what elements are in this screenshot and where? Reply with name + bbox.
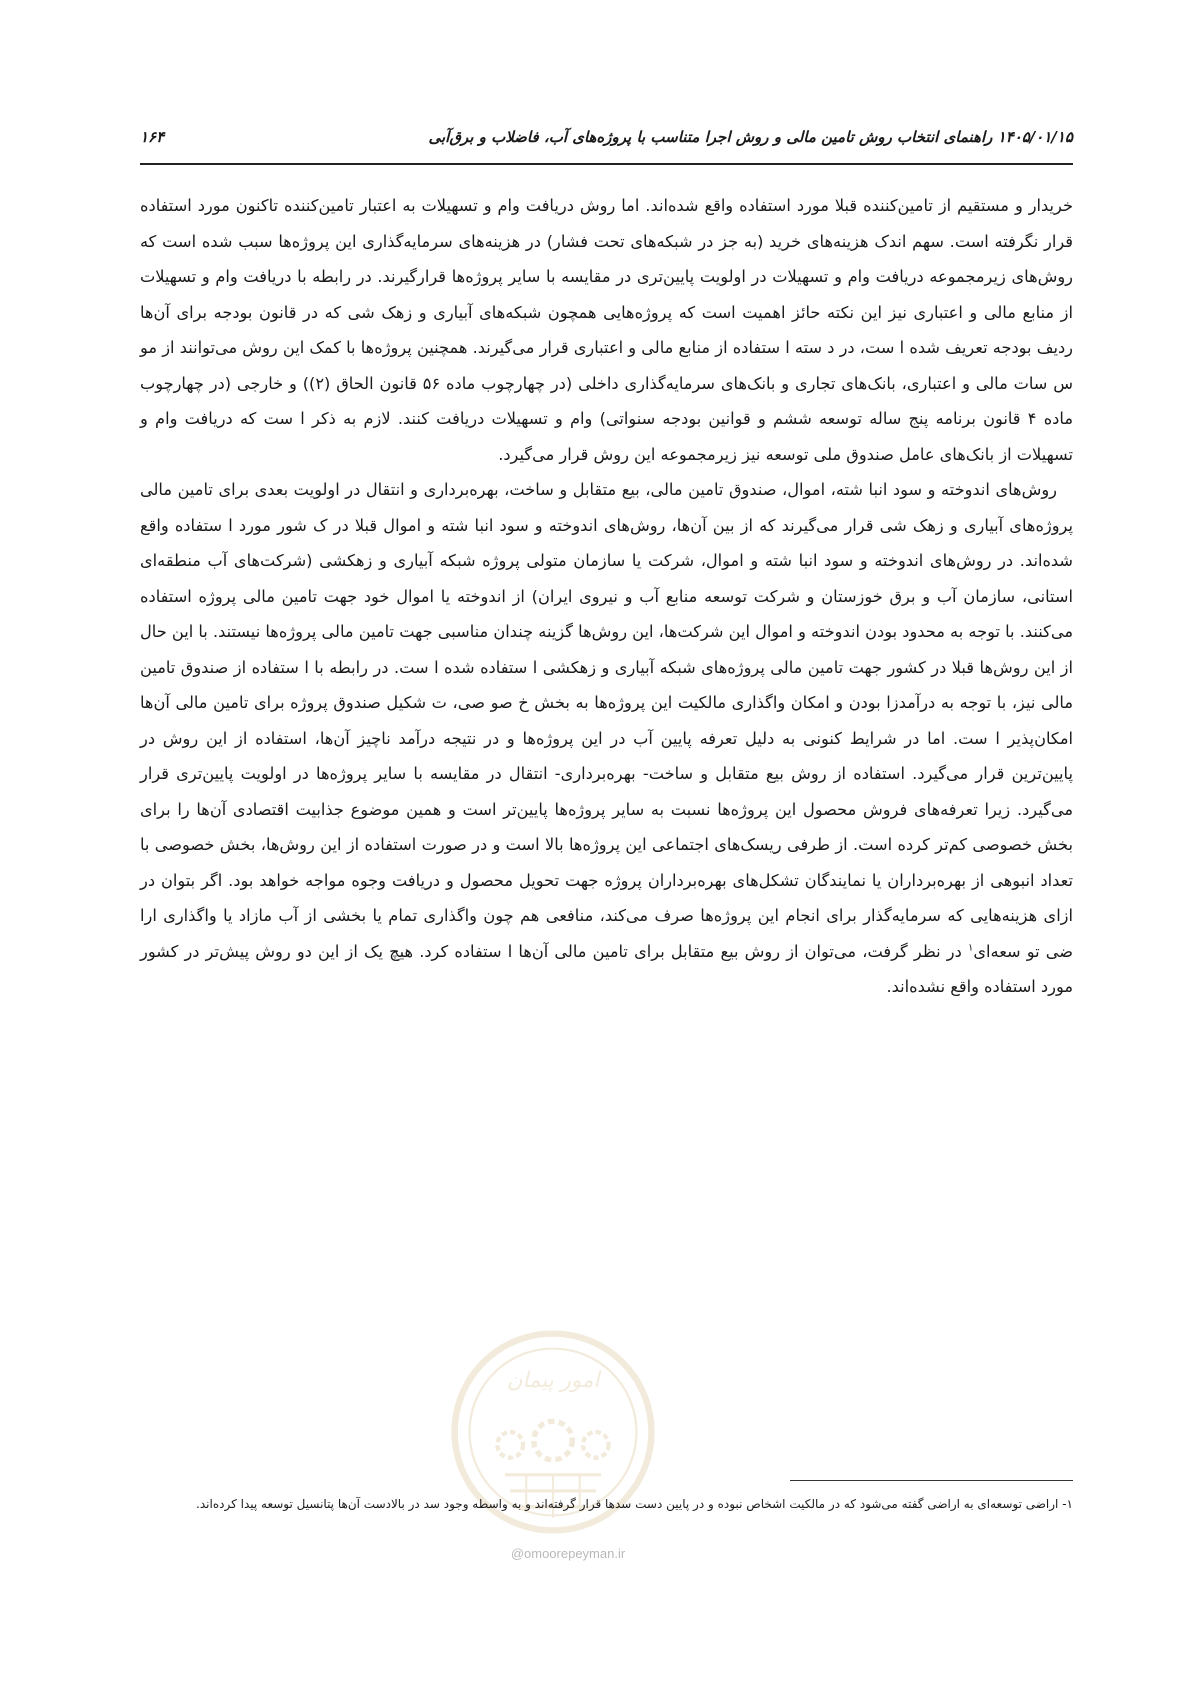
- header-rule: [140, 163, 1073, 165]
- paragraph-2: [140, 472, 1073, 1005]
- paragraph-2-part-2: در نظر گرفت، می‌توان از روش بیع متقابل برای تامین مالی آن‌ها ا ستفاده کرد. هیچ یک از این دو روش پیش‌تر در کشور مورد استفاده واقع نشده‌اند.: [140, 941, 1073, 996]
- footnote: ۱- اراضی توسعه‌ای به اراضی گفته می‌شود که در مالکیت اشخاص نبوده و در پایین دست سدها قرار گرفته‌اند و به واسطه وجود سد در بالادست آن‌ها پتانسیل توسعه پیدا کرده‌اند.: [196, 1497, 1073, 1511]
- watermark-logo-text: امور پیمان: [506, 1368, 600, 1394]
- page-header: [140, 128, 1073, 158]
- footnote-rule: [790, 1480, 1073, 1481]
- running-title: ۱۴۰۵/۰۱/۱۵ راهنمای انتخاب روش تامین مالی و روش اجرا متناسب با پروژه‌های آب، فاضلاب و برق‌آبی: [428, 128, 1073, 146]
- footnote-reference: ۱: [967, 942, 974, 954]
- paragraph-2-part-1: روش‌های اندوخته و سود انبا شته، اموال، صندوق تامین مالی، بیع متقابل و ساخت، بهره‌برداری و انتقال در اولویت بعدی برای تامین مالی پروژه‌های آبیاری و زهک شی قرار می‌گیرند که از بین آن‌ها، روش‌های اندوخته و سود انبا شته و اموال قبلا در ک شور مورد ا ستفاده واقع شده‌اند. در روش‌های اندوخته و سود انبا شته و اموال، شرکت یا سازمان متولی پروژه شبکه آبیاری و زهکشی (شرکت‌های آب منطقه‌ای استانی، سازمان آب و برق خوزستان و شرکت توسعه منابع آب و نیروی ایران) از اندوخته یا اموال خود جهت تامین مالی پروژه استفاده می‌کنند. با توجه به محدود بودن اندوخته و اموال این شرکت‌ها، این روش‌ها گزینه چندان مناسبی جهت تامین مالی پروژه‌ها نیستند. با این حال از این روش‌ها قبلا در کشور جهت تامین مالی پروژه‌های شبکه آبیاری و زهکشی ا ستفاده شده ا ست. در رابطه با ا ستفاده از صندوق تامین مالی نیز، با توجه به درآمدزا بودن و امکان واگذاری مالکیت این پروژه‌ها به بخش خ صو صی، ت شکیل صندوق پروژه برای تامین مالی آن‌ها امکان‌پذیر ا ست. اما در شرایط کنونی به دلیل تعرفه پایین آب در این پروژه‌ها و در نتیجه درآمد ناچیز آن‌ها، استفاده از این روش در پایین‌ترین قرار می‌گیرد. استفاده از روش بیع متقابل و ساخت- بهره‌برداری- انتقال در مقایسه با سایر پروژه‌ها در اولویت پایین‌تری قرار می‌گیرد. زیرا تعرفه‌های فروش محصول این پروژه‌ها نسبت به سایر پروژه‌ها پایین‌تر است و همین موضوع جذابیت اقتصادی آن‌ها را برای بخش خصوصی کم‌تر کرده است. از طرفی ریسک‌های اجتماعی این پروژه‌ها بالا است و در صورت استفاده از این روش‌ها، بخش خصوصی با تعداد انبوهی از بهره‌برداران یا نمایندگان تشکل‌های بهره‌برداران پروژه جهت تحویل محصول و دریافت وجوه مواجه خواهد بود. اگر بتوان در ازای هزینه‌هایی که سرمایه‌گذار برای انجام این پروژه‌ها صرف می‌کند، منافعی هم چون واگذاری تمام یا بخشی از آب مازاد یا واگذاری ارا ضی تو سعه‌ای: [140, 480, 1073, 961]
- paragraph-1: خریدار و مستقیم از تامین‌کننده قبلا مورد استفاده واقع شده‌اند. اما روش دریافت وام و تسهیلات به اعتبار تامین‌کننده تاکنون مورد استفاده قرار نگرفته است. سهم اندک هزینه‌های خرید (به جز در شبکه‌های تحت فشار) در هزینه‌های سرمایه‌گذاری این پروژه‌ها سبب شده است که روش‌های زیرمجموعه دریافت وام و تسهیلات در اولویت پایین‌تری در مقایسه با سایر پروژه‌ها قرارگیرند. در رابطه با دریافت وام و تسهیلات از منابع مالی و اعتباری نیز این نکته حائز اهمیت است که پروژه‌هایی همچون شبکه‌های آبیاری و زهک شی که در قانون بودجه برای آن‌ها ردیف بودجه تعریف شده ا ست، در د سته ا ستفاده از منابع مالی و اعتباری قرار می‌گیرند. همچنین پروژه‌ها با کمک این روش می‌توانند از مو س سات مالی و اعتباری، بانک‌های تجاری و بانک‌های سرمایه‌گذاری داخلی (در چهارچوب ماده ۵۶ قانون الحاق (۲)) و خارجی (در چهارچوب ماده ۴ قانون برنامه پنج ساله توسعه ششم و قوانین بودجه سنواتی) وام و تسهیلات دریافت کنند. لازم به ذکر ا ست که دریافت وام و تسهیلات از بانک‌های عامل صندوق ملی توسعه نیز زیرمجموعه این روش قرار می‌گیرد.: [140, 196, 1073, 464]
- body-text: [140, 188, 1073, 1005]
- watermark-site: @omoorepeyman.ir: [510, 1546, 626, 1561]
- page-number: ۱۶۴: [140, 128, 165, 146]
